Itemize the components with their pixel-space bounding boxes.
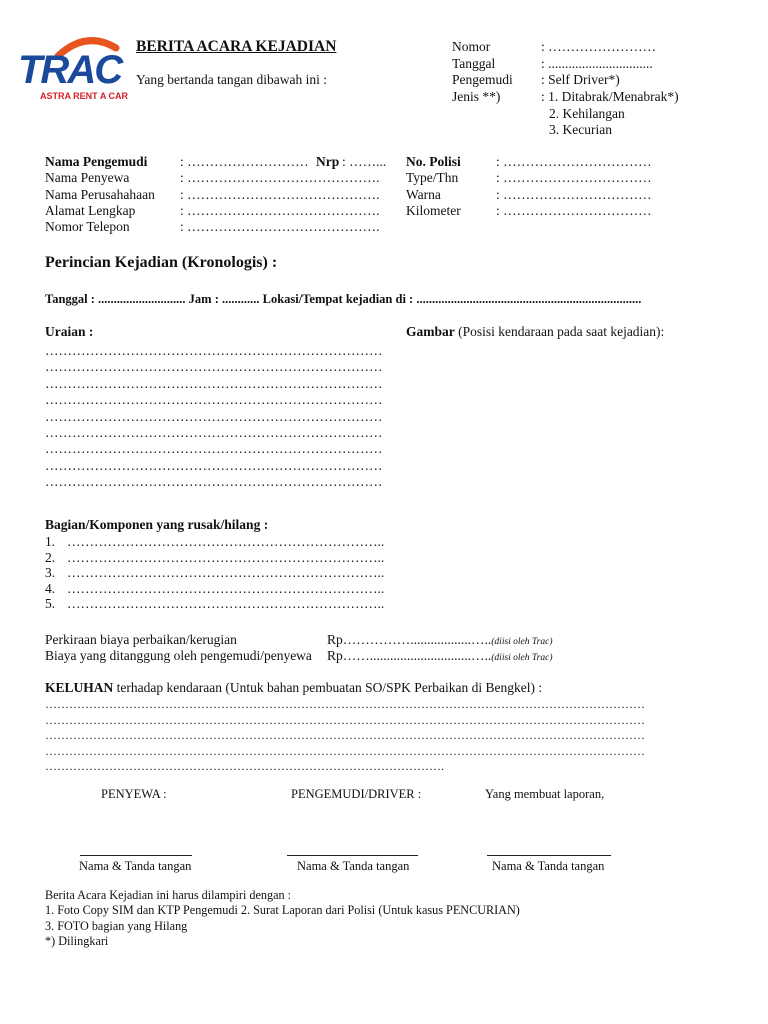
part-line: …………………………………………………………….. bbox=[67, 580, 385, 596]
logo-brand: TRAC bbox=[18, 48, 122, 92]
gambar-note: (Posisi kendaraan pada saat kejadian): bbox=[458, 324, 665, 339]
list-item bbox=[45, 550, 384, 566]
signature-caption: Nama & Tanda tangan bbox=[297, 859, 410, 873]
part-line: …………………………………………………………….. bbox=[67, 565, 385, 581]
info-label-pengemudi: Pengemudi bbox=[452, 72, 513, 87]
part-number: 1. bbox=[45, 534, 56, 549]
uraian-line: ………………………………………………………………… bbox=[45, 441, 383, 457]
cost-label: Perkiraan biaya perbaikan/kerugian bbox=[45, 632, 237, 647]
field-label-alamat: Alamat Lengkap bbox=[45, 203, 136, 218]
uraian-line: ………………………………………………………………… bbox=[45, 375, 383, 391]
keluhan-line: ………………………………………………………………………………………. bbox=[45, 759, 444, 774]
part-line: …………………………………………………………….. bbox=[67, 549, 385, 565]
part-line: …………………………………………………………….. bbox=[67, 596, 385, 612]
info-label-nomor: Nomor bbox=[452, 39, 491, 54]
cost-note: (diisi oleh Trac) bbox=[491, 637, 553, 647]
field-label-nama-pengemudi: Nama Pengemudi bbox=[45, 154, 148, 169]
uraian-lines bbox=[45, 343, 383, 491]
list-item bbox=[45, 596, 384, 612]
keluhan-line: …………………………………………………………………………………………………………………………………… bbox=[45, 697, 645, 711]
intro-text: Yang bertanda tangan dibawah ini : bbox=[136, 72, 327, 87]
field-label-warna: Warna bbox=[406, 187, 441, 202]
kronologi-date-line: Tanggal : ............................ Jam : ............ Lokasi/Tempat kejadian di : ........................................................................ bbox=[45, 292, 642, 306]
parts-list bbox=[45, 534, 384, 612]
cost-note: (diisi oleh Trac) bbox=[491, 653, 553, 663]
parts-heading: Bagian/Komponen yang rusak/hilang : bbox=[45, 517, 269, 532]
footer-line: 1. Foto Copy SIM dan KTP Pengemudi 2. Surat Laporan dari Polisi (Untuk kasus PENCURIAN) bbox=[45, 903, 520, 918]
field-value-alamat: : ……………………………………. bbox=[180, 203, 380, 218]
keluhan-line: …………………………………………………………………………………………………………………………………… bbox=[45, 728, 645, 743]
trac-logo bbox=[16, 34, 128, 104]
uraian-line: ………………………………………………………………… bbox=[45, 457, 383, 473]
uraian-line: ………………………………………………………………… bbox=[45, 392, 383, 408]
uraian-label: Uraian : bbox=[45, 324, 94, 339]
signature-caption: Nama & Tanda tangan bbox=[492, 859, 605, 873]
field-label-nrp: Nrp bbox=[316, 154, 340, 169]
field-value-nrp: : ……... bbox=[342, 154, 387, 169]
kronologi-heading: Perincian Kejadian (Kronologis) : bbox=[45, 254, 278, 271]
gambar-label: Gambar bbox=[406, 324, 455, 339]
cost-amount: Rp……………..................….. bbox=[327, 632, 492, 647]
uraian-line: ………………………………………………………………… bbox=[45, 359, 383, 375]
part-number: 2. bbox=[45, 549, 56, 565]
document-title: BERITA ACARA KEJADIAN bbox=[136, 38, 337, 55]
signature-line bbox=[487, 855, 611, 856]
info-value-tanggal: : ............................... bbox=[541, 56, 653, 71]
field-label-telepon: Nomor Telepon bbox=[45, 219, 130, 234]
list-item bbox=[45, 534, 384, 550]
jenis-option-kehilangan: 2. Kehilangan bbox=[549, 106, 625, 121]
keluhan-heading bbox=[45, 680, 542, 696]
uraian-line: ………………………………………………………………… bbox=[45, 474, 383, 490]
footer-line: 3. FOTO bagian yang Hilang bbox=[45, 918, 188, 933]
footer-line: *) Dilingkari bbox=[45, 933, 109, 948]
field-value-warna: : …………………………… bbox=[496, 187, 652, 202]
info-value-pengemudi: : Self Driver*) bbox=[541, 72, 620, 87]
field-value-nama-pengemudi: : ……………………… bbox=[180, 154, 309, 169]
uraian-line: ………………………………………………………………… bbox=[45, 425, 383, 441]
part-number: 4. bbox=[45, 580, 56, 596]
footer-notes bbox=[45, 888, 520, 949]
field-value-type: : …………………………… bbox=[496, 170, 652, 185]
keluhan-line: …………………………………………………………………………………………………………………………………… bbox=[45, 743, 645, 758]
part-number: 5. bbox=[45, 596, 56, 612]
keluhan-label: KELUHAN bbox=[45, 680, 114, 695]
field-value-kilometer: : …………………………… bbox=[496, 203, 652, 218]
info-value-jenis: : 1. Ditabrak/Menabrak*) bbox=[541, 89, 679, 104]
keluhan-line: …………………………………………………………………………………………………………………………………… bbox=[45, 712, 645, 727]
part-number: 3. bbox=[45, 565, 56, 581]
cost-amount: Rp……..............................….. bbox=[327, 648, 492, 663]
field-value-no-polisi: : …………………………… bbox=[496, 154, 652, 169]
info-label-jenis: Jenis **) bbox=[452, 89, 501, 104]
field-label-nama-penyewa: Nama Penyewa bbox=[45, 170, 130, 185]
signature-caption: Nama & Tanda tangan bbox=[79, 859, 192, 873]
uraian-line: ………………………………………………………………… bbox=[45, 343, 383, 358]
field-value-telepon: : ……………………………………. bbox=[180, 219, 380, 234]
signature-role-penyewa: PENYEWA : bbox=[101, 787, 167, 801]
signature-role-driver: PENGEMUDI/DRIVER : bbox=[291, 787, 422, 801]
field-label-type: Type/Thn bbox=[406, 170, 459, 185]
info-label-tanggal: Tanggal bbox=[452, 56, 496, 71]
signature-role-pelapor: Yang membuat laporan, bbox=[485, 787, 605, 801]
info-value-nomor: : …………………… bbox=[541, 39, 657, 54]
field-label-kilometer: Kilometer bbox=[406, 203, 461, 218]
gambar-caption bbox=[406, 324, 664, 340]
cost-label: Biaya yang ditanggung oleh pengemudi/penyewa bbox=[45, 648, 312, 663]
signature-line bbox=[80, 855, 192, 856]
cost-value bbox=[327, 648, 553, 666]
keluhan-text: terhadap kendaraan (Untuk bahan pembuatan SO/SPK Perbaikan di Bengkel) : bbox=[116, 680, 543, 695]
keluhan-lines bbox=[45, 697, 725, 775]
list-item bbox=[45, 565, 384, 581]
signature-line bbox=[287, 855, 418, 856]
part-line: …………………………………………………………….. bbox=[67, 534, 385, 549]
uraian-line: ………………………………………………………………… bbox=[45, 408, 383, 424]
jenis-option-kecurian: 3. Kecurian bbox=[549, 122, 612, 137]
list-item bbox=[45, 581, 384, 597]
field-value-nama-perusahaan: : ……………………………………. bbox=[180, 187, 380, 202]
logo-tagline: ASTRA RENT A CAR bbox=[40, 91, 128, 101]
field-label-nama-perusahaan: Nama Perusahahaan bbox=[45, 187, 155, 202]
field-label-no-polisi: No. Polisi bbox=[406, 154, 461, 169]
footer-line: Berita Acara Kejadian ini harus dilampiri dengan : bbox=[45, 888, 292, 902]
field-value-nama-penyewa: : ……………………………………. bbox=[180, 170, 380, 185]
